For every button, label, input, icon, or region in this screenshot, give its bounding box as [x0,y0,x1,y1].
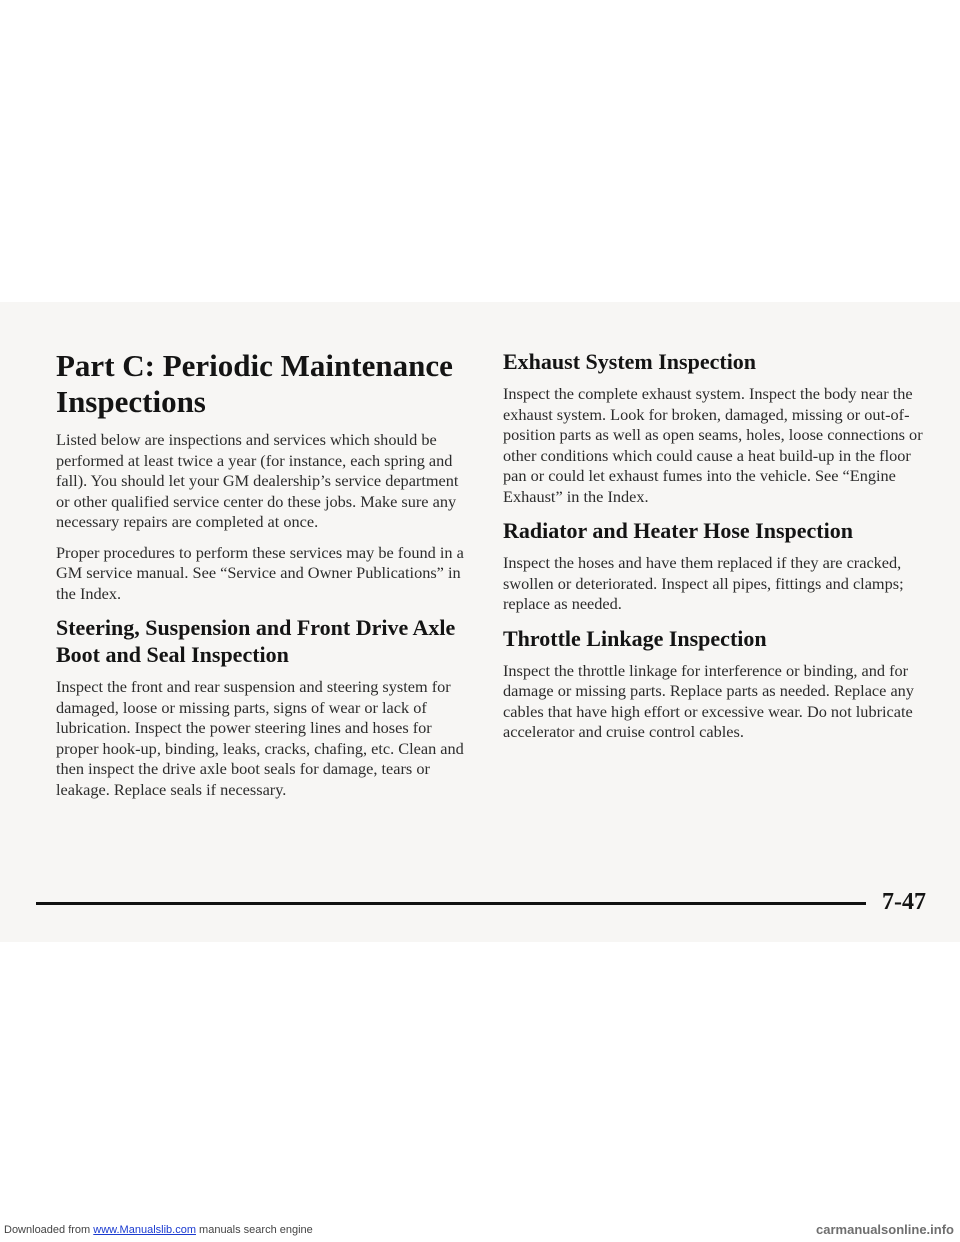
left-column [56,348,474,810]
steering-heading: Steering, Suspension and Front Drive Axle Boot and Seal Inspection [56,615,456,667]
throttle-heading: Throttle Linkage Inspection [503,625,767,651]
manualslib-link[interactable]: www.Manualslib.com [93,1224,196,1236]
right-column [503,348,933,753]
watermark: carmanualsonline.info [816,1222,954,1237]
banner-suffix: manuals search engine [195,1224,313,1236]
radiator-heading: Radiator and Heater Hose Inspection [503,518,853,543]
banner-prefix: Downloaded from [4,1224,94,1236]
page-number: 7-47 [882,889,926,915]
exhaust-heading: Exhaust System Inspection [503,349,757,374]
download-banner [4,1224,313,1236]
throttle-paragraph: Inspect the throttle linkage for interference or binding, and for damage or missing parts. Replace parts as needed. Replace any cables that have high effort or excessive wear. Do not lubricate accelerator and cruise control cables. [503,660,914,741]
steering-paragraph: Inspect the front and rear suspension and steering system for damaged, loose or missing parts, signs of wear or lack of lubrication. Inspect the power steering lines and hoses for proper hook-up, binding, leaks, cracks, chafing, etc. Clean and then inspect the drive axle boot seals for damage, tears or leakage. Replace seals if necessary. [56,677,464,799]
exhaust-paragraph: Inspect the complete exhaust system. Inspect the body near the exhaust system. Look for broken, damaged, missing or out-of-position parts as well as open seams, holes, loose connections or other conditions which could cause a heat build-up in the floor pan or could let exhaust fumes into the vehicle. See “Engine Exhaust” in the Index. [503,384,923,506]
intro-paragraph: Listed below are inspections and services which should be performed at least twice a year (for instance, each spring and fall). You should let your GM dealership’s service department or other qualified service center do these jobs. Make sure any necessary repairs are completed at once. [56,430,459,531]
procedures-paragraph: Proper procedures to perform these services may be found in a GM service manual. See “Service and Owner Publications” in the Index. [56,542,464,603]
page-title: Part C: Periodic Maintenance Inspections [56,348,453,419]
footer-rule [36,902,866,905]
radiator-paragraph: Inspect the hoses and have them replaced if they are cracked, swollen or deteriorated. Inspect all pipes, fittings and clamps; replace as needed. [503,553,904,613]
